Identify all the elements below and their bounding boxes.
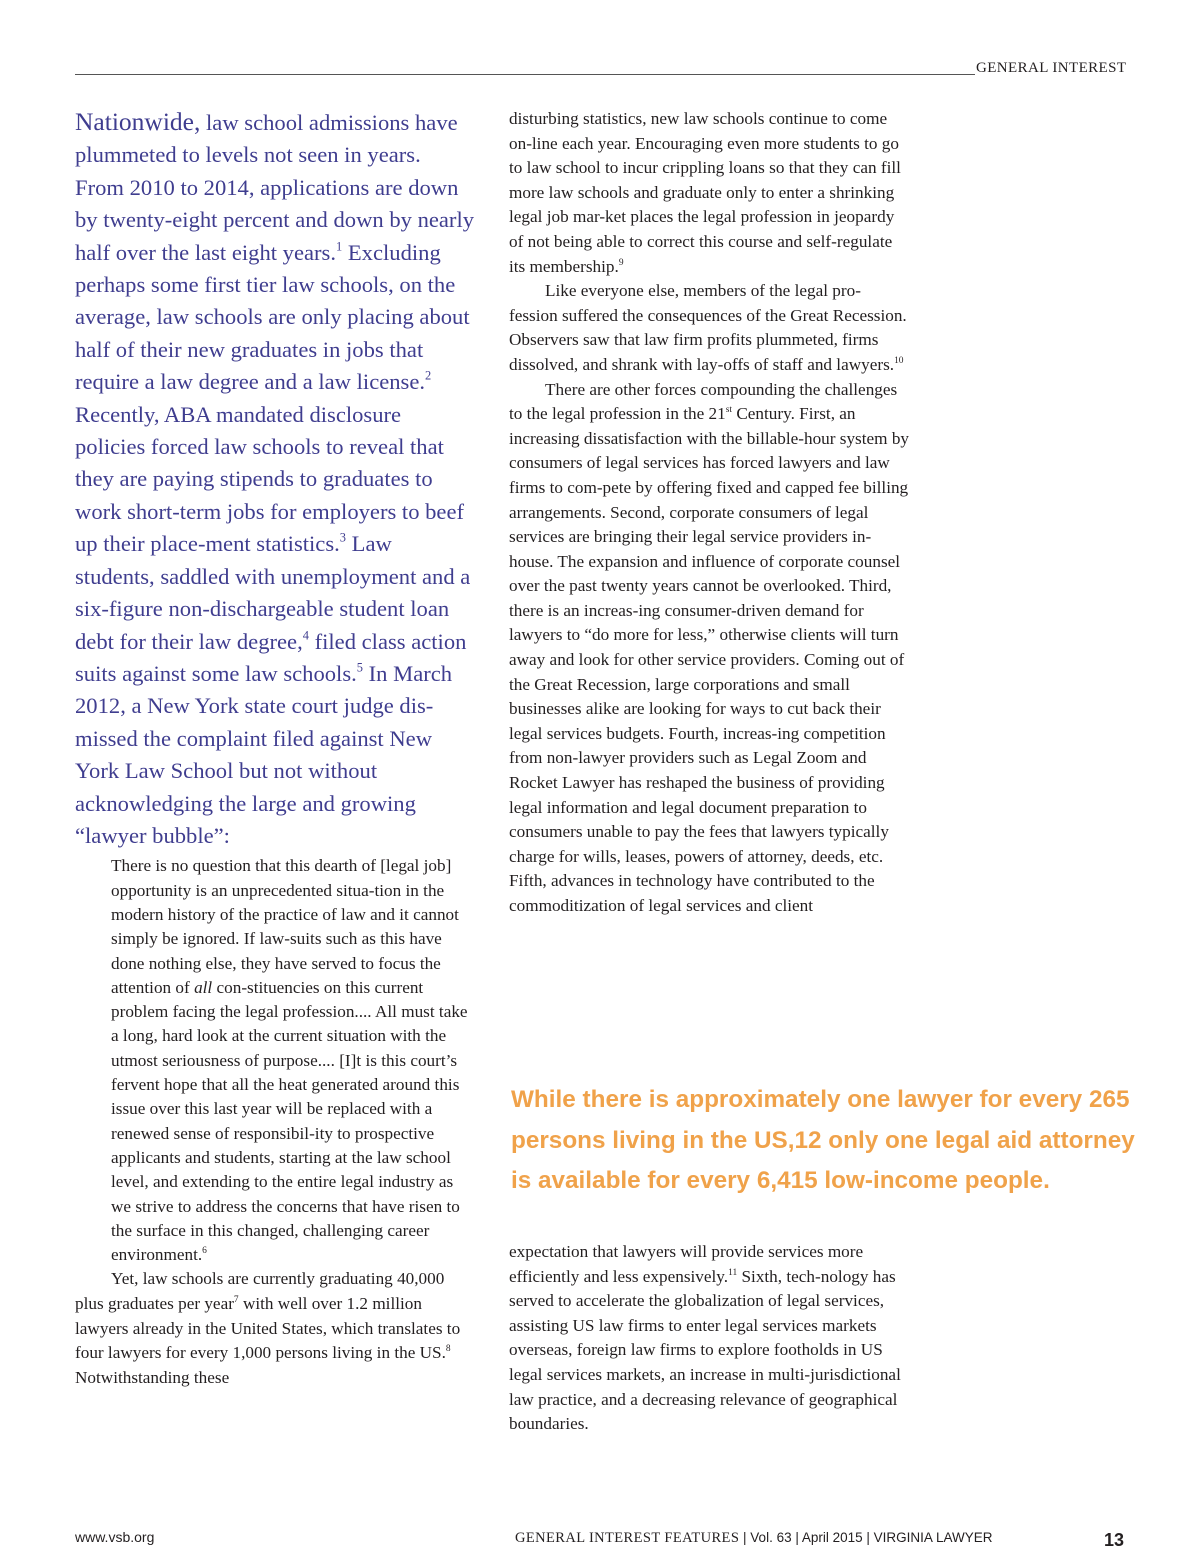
footnote-ref: 11 [728, 1267, 738, 1278]
body-paragraph: There are other forces compounding the challenges to the legal profession in the 21st Century. First, an increasing dissatisfaction with the billable-hour system by consumers of legal services has forced lawyers and law firms to com-pete by offering fixed and capped fee billing arrangements. Second, corporate consumers of legal services are bringing their legal service providers in-house. The expansion and influence of corporate counsel over the past twenty years cannot be overlooked. Third, there is an increas-ing consumer-driven demand for lawyers to “do more for less,” otherwise clients will turn away and look for other service providers. Coming out of the Great Recession, large corporations and small businesses alike are looking for ways to cut back their legal services budgets. Fourth, increas-ing competition from non-lawyer providers such as Legal Zoom and Rocket Lawyer has reshaped the business of providing legal information and legal document preparation to consumers unable to pay the fees that lawyers typically charge for wills, leases, powers of attorney, deeds, etc. Fifth, advances in technology have contributed to the commoditization of legal services and client [509, 379, 910, 915]
footer-publication-info: GENERAL INTEREST FEATURES | Vol. 63 | April 2015 | VIRGINIA LAWYER [515, 1530, 993, 1546]
body-paragraph: Yet, law schools are currently graduating 40,000 plus graduates per year$^7$ with well over 1.2 million lawyers already in the United States, which translates to four lawyers for every 1,000 persons living in the US.$^8$ Notwithstanding these [75, 1269, 461, 1387]
block-quote: There is no question that this dearth of [legal job] opportunity is an unprecedented situa-tion in the modern history of the practice of law and it cannot simply be ignored. If law-suits such as this have done nothing else, they have served to focus the attention of all con-stituencies on this current problem facing the legal profession.... All must take a long, hard look at the current situation with the utmost seriousness of purpose.... [I]t is this court’s fervent hope that all the heat generated around this issue over this last year will be replaced with a renewed sense of responsibil-ity to prospective applicants and students, starting at the law school level, and extending to the entire legal industry as we strive to address the concerns that have risen to the surface in this changed, challenging career environment.$^6$ [111, 856, 468, 1265]
right-column-continued [509, 1240, 909, 1437]
page-number: 13 [1104, 1530, 1125, 1550]
body-paragraph: disturbing statistics, new law schools continue to come on-line each year. Encouraging even more students to go to law school to incur crippling loans so that they can fill more law schools and graduate only to enter a shrinking legal job mar-ket places the legal profession in jeopardy of not being able to correct this course and self-regulate its membership.$^9$ [509, 109, 901, 276]
footnote-ref: 7 [233, 1294, 239, 1305]
left-column [75, 106, 475, 1390]
footnote-ref: 1 [336, 239, 343, 254]
pull-quote-line: While there is approximately one lawyer for every 265 [511, 1086, 1130, 1113]
header-rule [75, 74, 975, 75]
footnote-ref: 9 [618, 257, 624, 268]
footer-volume: Vol. 63 [750, 1530, 792, 1545]
right-column [509, 107, 909, 919]
pull-quote [511, 1080, 1151, 1202]
footnote-ref: 5 [356, 660, 363, 675]
footer-website-link[interactable]: www.vsb.org [75, 1529, 155, 1545]
footnote-ref: 2 [425, 368, 432, 383]
footer-date: April 2015 [801, 1530, 863, 1545]
footnote-ref: 6 [202, 1246, 207, 1256]
pull-quote-line: is available for every 6,415 low-income people. [511, 1167, 1050, 1194]
footer-magazine: VIRGINIA LAWYER [873, 1530, 993, 1545]
body-paragraph: Like everyone else, members of the legal pro-fession suffered the consequences of the Great Recession. Observers saw that law firm profits plummeted, firms dissolved, and shrank with lay-offs of staff and lawyers.$^{10}$ [509, 281, 907, 374]
footnote-ref: 8 [445, 1344, 451, 1355]
footer-section: GENERAL INTEREST FEATURES [515, 1530, 740, 1546]
pull-quote-line: persons living in the US,12 only one legal aid attorney [511, 1126, 1135, 1154]
lead-paragraph: Nationwide, law school admissions have plummeted to levels not seen in years. From 2010 to 2014, applications are down by twenty-eight percent and down by nearly half over the last eight years.$^1$ Excluding perhaps some first tier law schools, on the average, law schools are only placing about half of their new graduates in jobs that require a law degree and a law license.$^2$ Recently, ABA mandated disclosure policies forced law schools to reveal that they are paying stipends to graduates to work short-term jobs for employers to beef up their place-ment statistics.$^3$ Law students, saddled with unemployment and a six-figure non-dischargeable student loan debt for their law degree,$^4$ filed class action suits against some law schools.$^5$ In March 2012, a New York state court judge dis-missed the complaint filed against New York Law School but not without acknowledging the large and growing “lawyer bubble”: [75, 107, 475, 848]
section-header: GENERAL INTEREST [976, 60, 1127, 76]
lead-first-word: Nationwide, [75, 107, 201, 136]
superscript: st [725, 405, 733, 416]
footnote-ref: 10 [894, 355, 904, 366]
body-paragraph: expectation that lawyers will provide services more efficiently and less expensively.$^{11}$ Sixth, tech-nology has served to accelerate the globalization of legal services, assisting US law firms to enter legal services markets overseas, foreign law firms to explore footholds in US legal services markets, an increase in multi-jurisdictional law practice, and a decreasing relevance of geographical boundaries. [509, 1242, 901, 1434]
footnote-ref: 3 [339, 530, 346, 545]
footnote-ref: 4 [302, 628, 309, 643]
